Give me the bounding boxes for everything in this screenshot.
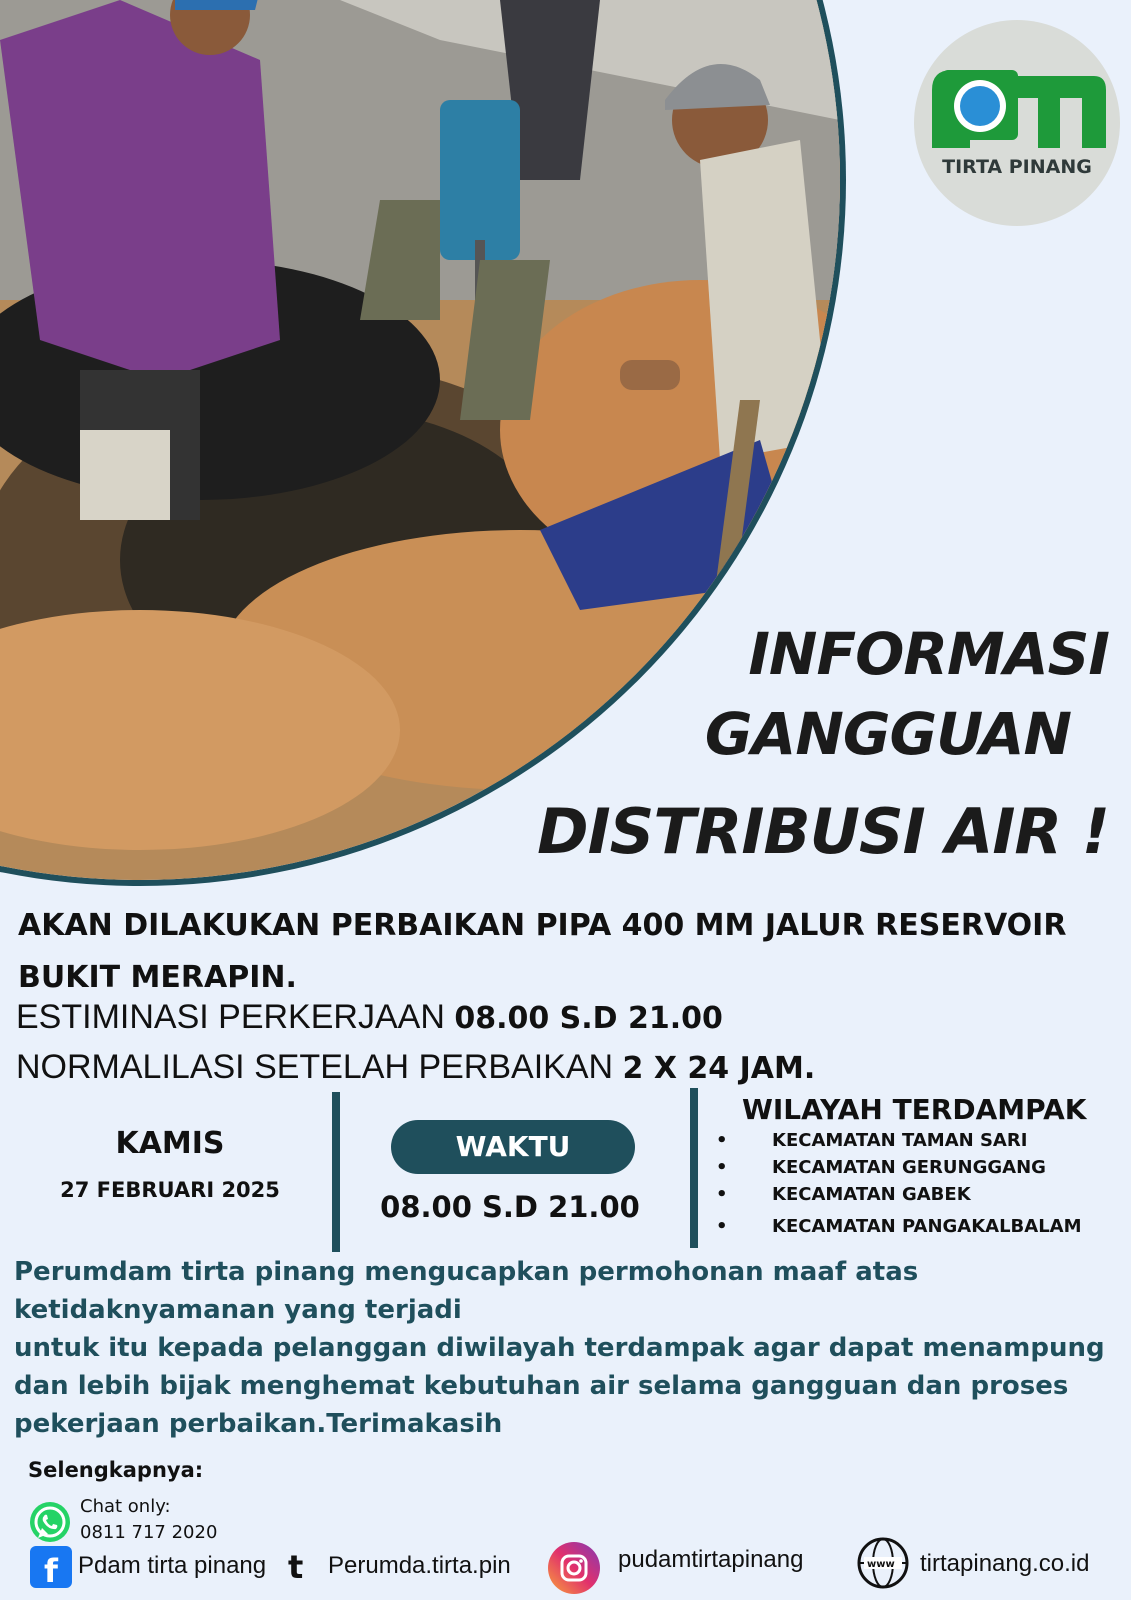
facebook-link[interactable]: Pdam tirta pinang	[78, 1552, 267, 1579]
repair-notice: AKAN DILAKUKAN PERBAIKAN PIPA 400 MM JALUR RESERVOIR BUKIT MERAPIN.	[18, 908, 1067, 995]
list-item: • KECAMATAN TAMAN SARI	[716, 1130, 1082, 1157]
schedule-day: KAMIS	[115, 1126, 225, 1161]
headline-line-1: INFORMASI	[748, 620, 1109, 688]
normalization-label: NORMALILASI SETELAH PERBAIKAN	[16, 1048, 623, 1086]
website-link[interactable]: tirtapinang.co.id	[920, 1550, 1090, 1577]
column-divider	[332, 1092, 340, 1252]
time-label-badge: WAKTU	[391, 1120, 635, 1174]
svg-text:www: www	[867, 1559, 895, 1570]
chat-label: Chat only:	[80, 1496, 171, 1517]
work-estimate	[16, 998, 723, 1037]
apology-message	[14, 1253, 1124, 1443]
headline-line-2: GANGGUAN	[704, 700, 1071, 768]
instagram-link[interactable]: pudamtirtapinang	[618, 1546, 804, 1573]
affected-areas-list	[716, 1130, 1082, 1243]
normalization-value: 2 X 24 JAM.	[622, 1051, 816, 1086]
facebook-icon[interactable]	[30, 1546, 72, 1588]
logo-wordmark: TIRTA PINANG	[942, 156, 1092, 178]
work-estimate-label: ESTIMINASI PERKERJAAN	[16, 998, 455, 1036]
work-estimate-value: 08.00 S.D 21.00	[454, 1001, 723, 1036]
whatsapp-icon	[28, 1500, 72, 1544]
affected-areas-title: WILAYAH TERDAMPAK	[742, 1093, 1087, 1126]
list-item: • KECAMATAN GERUNGGANG	[716, 1157, 1082, 1184]
instagram-icon[interactable]	[548, 1542, 600, 1594]
schedule-date: 27 FEBRUARI 2025	[60, 1178, 280, 1202]
logo-mark-icon	[914, 20, 1120, 150]
chat-number[interactable]: 0811 717 2020	[80, 1522, 218, 1543]
normalization-info	[16, 1048, 815, 1087]
tirta-pinang-logo	[914, 20, 1120, 226]
list-item: • KECAMATAN PANGAKALBALAM	[716, 1216, 1082, 1243]
tiktok-link[interactable]: Perumda.tirta.pin	[328, 1552, 511, 1579]
tiktok-icon[interactable]	[286, 1548, 310, 1584]
apology-text: Perumdam tirta pinang mengucapkan permohonan maaf atas ketidaknyamanan yang terjadi untuk itu kepada pelanggan diwilayah terdampak agar dapat menampung dan lebih bijak menghemat kebutuhan air selama gangguan dan proses pekerjaan perbaikan.Terimakasih	[14, 1257, 1105, 1439]
list-item: • KECAMATAN GABEK	[716, 1184, 1082, 1211]
column-divider	[690, 1088, 698, 1248]
svg-text:f: f	[44, 1552, 58, 1588]
globe-icon[interactable]	[856, 1536, 910, 1590]
more-info-label: Selengkapnya:	[28, 1458, 204, 1482]
headline-line-3: DISTRIBUSI AIR !	[537, 795, 1109, 868]
svg-text:t: t	[288, 1548, 304, 1584]
schedule-time: 08.00 S.D 21.00	[380, 1190, 640, 1224]
